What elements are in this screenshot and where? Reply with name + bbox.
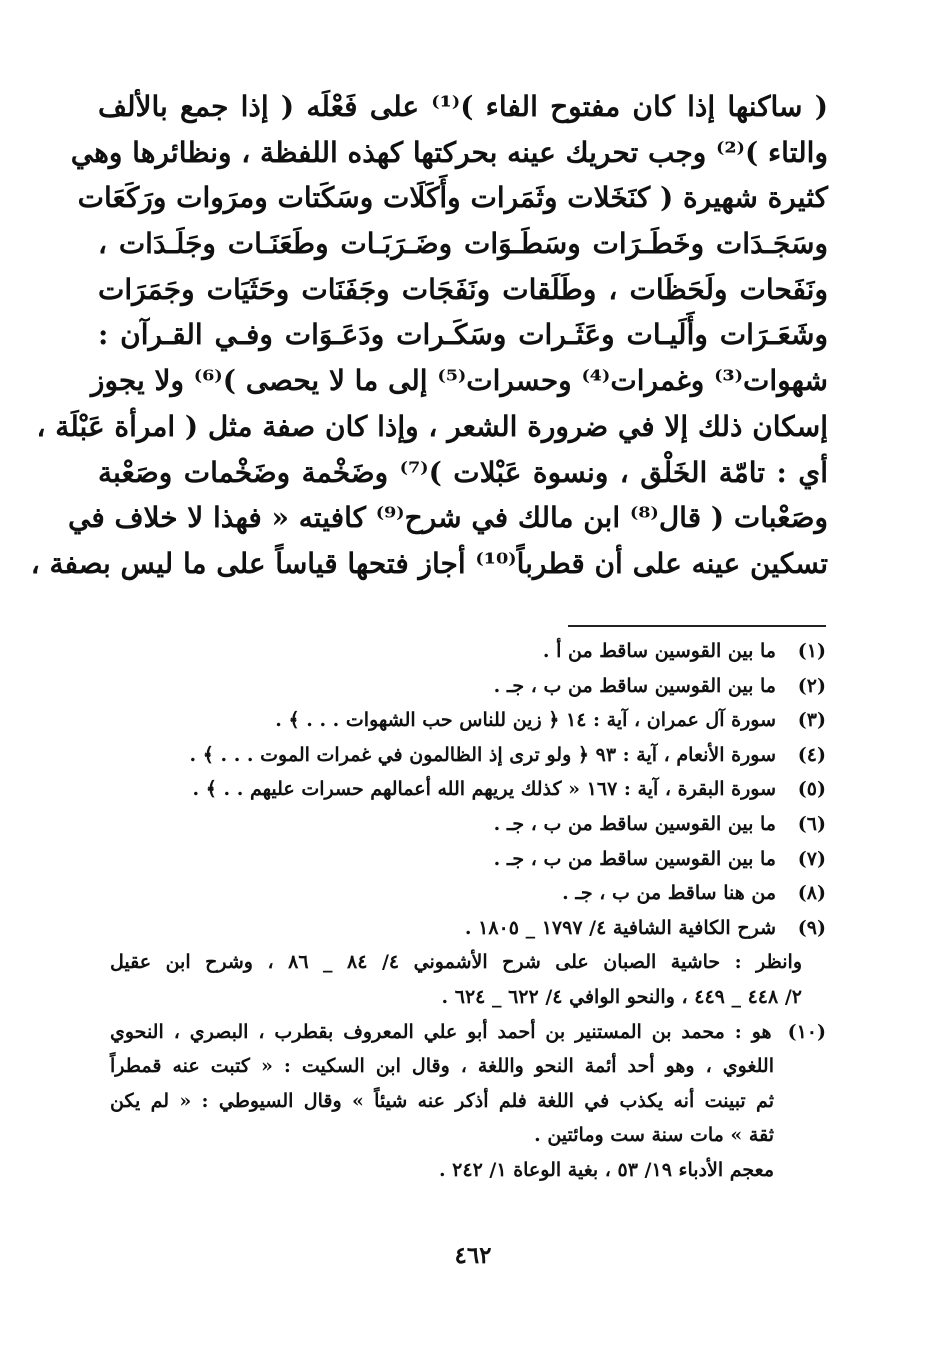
footnote-7: [110, 842, 826, 877]
body-line: والتاء )⁽²⁾ وجب تحريك عينه بحركتها كهذه اللفظة ، ونظائرها وهي: [70, 135, 828, 169]
footnote-5: [110, 772, 826, 807]
body-line: وشَعَـرَات وأَلَيـات وعَثَـرات وسَكَـرات ودَعَـوَات وفـي القـرآن :: [98, 318, 828, 352]
footnote-number: (٢): [797, 674, 826, 697]
footnote-number: (٥): [797, 778, 826, 801]
footnote-text: من هنا ساقط من ب ، جـ .: [562, 882, 776, 905]
footnote-10-continuation: اللغوي ، وهو أحد أئمة النحو واللغة ، وقال ابن السكيت : « كتبت عنه قمطراً: [110, 1055, 774, 1078]
footnote-text: ما بين القوسين ساقط من ب ، جـ .: [493, 847, 776, 870]
body-line: كثيرة شهيرة ( كنَخَلات وثَمَرات وأَكَلَات وسَكَتات ومرَوات ورَكَعَات: [77, 181, 828, 215]
footnote-text: سورة آل عمران ، آية : ١٤ ﴿ زين للناس حب الشهوات . . . ﴾ .: [275, 709, 776, 732]
footnote-8: [110, 876, 826, 911]
footnote-number: (١٠): [787, 1020, 826, 1043]
footnote-10-reference: معجم الأدباء ١٩/ ٥٣ ، بغية الوعاة ١/ ٢٤٢ .: [438, 1158, 774, 1181]
footnote-text: ما بين القوسين ساقط من ب ، جـ .: [493, 674, 776, 697]
footnote-9-continuation: ٢/ ٤٤٨ _ ٤٤٩ ، والنحو الوافي ٤/ ٦٢٢ _ ٦٢٤ .: [441, 985, 802, 1008]
footnote-2: [110, 669, 826, 704]
footnote-10-continuation: ثقة » مات سنة ست ومائتين .: [534, 1124, 774, 1147]
footnote-text: هو : محمد بن المستنير بن أحمد أبو علي المعروف بقطرب ، البصري ، النحوي: [110, 1020, 772, 1043]
body-line: ونَفَحات ولَحَظَات ، وطَلَقات ونَفَجَات وجَفَنَات وحَثَيَات وجَمَرَات: [98, 272, 828, 306]
footnote-text: سورة البقرة ، آية : ١٦٧ « كذلك يريهم الله أعمالهم حسرات عليهم . . ﴾ .: [192, 778, 776, 801]
body-line: تسكين عينه على أن قطرباً⁽¹⁰⁾ أجاز فتحها قياساً على ما ليس بصفة ،: [30, 546, 828, 580]
footnote-6: [110, 807, 826, 842]
footnote-4: [110, 738, 826, 773]
footnote-number: (٨): [797, 882, 826, 905]
footnote-10: [110, 1015, 826, 1050]
body-line: إسكان ذلك إلا في ضرورة الشعر ، وإذا كان صفة مثل ( امرأة عَبْلَة ،: [36, 409, 828, 443]
footnotes: [110, 634, 826, 1188]
footnote-number: (٧): [797, 847, 826, 870]
footnote-1: [110, 634, 826, 669]
body-line: وسَجَـدَات وخَطَـرَات وسَطَـوَات وضَـرَبَـات وطَعَنَـات وجَلَـدَات ،: [98, 227, 828, 261]
footnote-3: [110, 703, 826, 738]
main-text: [30, 84, 828, 587]
footnote-text: ما بين القوسين ساقط من ب ، جـ .: [493, 812, 776, 835]
footnote-number: (٤): [797, 743, 826, 766]
page-number: ٤٦٢: [454, 1242, 492, 1269]
footnote-number: (١): [797, 640, 826, 662]
footnote-9-continuation: وانظر : حاشية الصبان على شرح الأشموني ٤/ ٨٤ _ ٨٦ ، وشرح ابن عقيل: [110, 951, 802, 974]
footnote-text: سورة الأنعام ، آية : ٩٣ ﴿ ولو ترى إذ الظالمون في غمرات الموت . . . ﴾ .: [189, 743, 776, 766]
body-line: ( ساكنها إذا كان مفتوح الفاء )⁽¹⁾ على فَعْلَه ( إذا جمع بالألف: [98, 90, 828, 123]
footnote-10-continuation: ثم تبينت أنه يكذب في اللغة فلم أذكر عنه شيئاً » وقال السيوطي : « لم يكن: [110, 1089, 774, 1112]
footnote-number: (٣): [797, 709, 826, 732]
body-line: شهوات⁽³⁾ وغمرات⁽⁴⁾ وحسرات⁽⁵⁾ إلى ما لا يحصى )⁽⁶⁾ ولا يجوز: [90, 364, 828, 398]
footnote-divider: [568, 625, 826, 627]
footnote-number: (٦): [797, 812, 826, 835]
body-line: أي : تامّة الخَلْق ، ونسوة عَبْلات )⁽⁷⁾ وضَخْمة وضَخْمات وصَعْبة: [98, 455, 828, 489]
body-line: وصَعْبات ( قال⁽⁸⁾ ابن مالك في شرح⁽⁹⁾ كافيته « فهذا لا خلاف في: [68, 501, 828, 535]
footnote-text: شرح الكافية الشافية ٤/ ١٧٩٧ _ ١٨٠٥ .: [464, 916, 776, 939]
footnote-text: ما بين القوسين ساقط من أ .: [542, 640, 776, 662]
footnote-number: (٩): [797, 916, 826, 939]
footnote-9: [110, 911, 826, 946]
